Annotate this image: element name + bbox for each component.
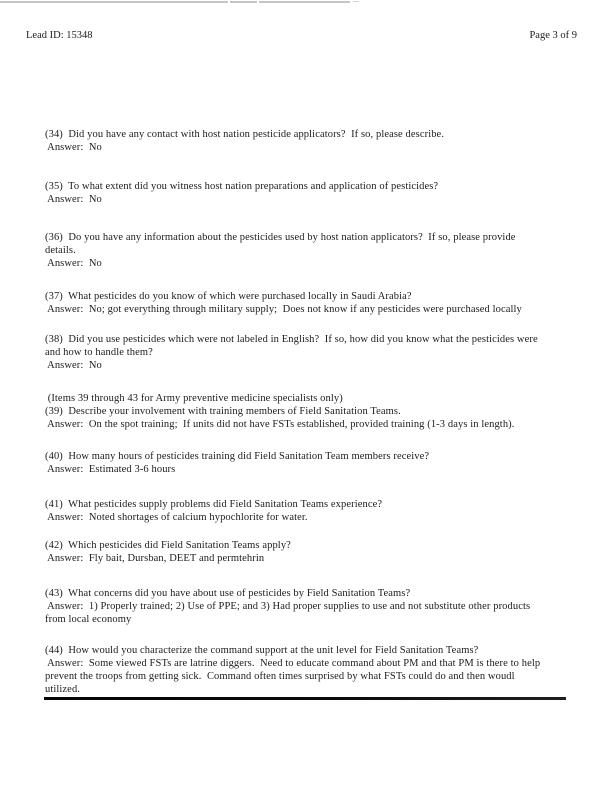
answer-42-line: Answer: Fly bait, Dursban, DEET and permtehrin xyxy=(45,553,265,564)
question-41-line: (41) What pesticides supply problems did Field Sanitation Teams experience? xyxy=(45,499,383,510)
qa-block-35 xyxy=(45,180,581,206)
question-39-line: (39) Describe your involvement with training members of Field Sanitation Teams. xyxy=(45,406,401,417)
question-35-line: (35) To what extent did you witness host nation preparations and application of pesticides? xyxy=(45,181,439,192)
page-number-label: Page 3 of 9 xyxy=(529,30,577,41)
answer-41-line: Answer: Noted shortages of calcium hypochlorite for water. xyxy=(45,512,308,523)
answer-34-line: Answer: No xyxy=(45,142,102,153)
question-38-line-1: (38) Did you use pesticides which were not labeled in English? If so, how did you know what the pesticides were xyxy=(45,334,538,345)
qa-block-39 xyxy=(45,392,581,431)
answer-38-line: Answer: No xyxy=(45,360,102,371)
question-34-line: (34) Did you have any contact with host nation pesticide applicators? If so, please describe. xyxy=(45,129,445,140)
scan-artifact-line xyxy=(230,1,257,3)
answer-44-line-3: utilized. xyxy=(45,684,81,695)
qa-block-41 xyxy=(45,498,581,524)
answer-44-line-1: Answer: Some viewed FSTs are latrine diggers. Need to educate command about PM and that PM is there to help xyxy=(45,658,541,669)
answer-44-line-2: prevent the troops from getting sick. Command often times surprised by what FSTs could do and then woudl xyxy=(45,671,515,682)
question-37-line: (37) What pesticides do you know of which were purchased locally in Saudi Arabia? xyxy=(45,291,412,302)
scan-artifact-line xyxy=(0,1,228,3)
answer-39-line: Answer: On the spot training; If units did not have FSTs established, provided training (1-3 days in length). xyxy=(45,419,515,430)
footer-rule xyxy=(44,697,566,700)
answer-36-line: Answer: No xyxy=(45,258,102,269)
qa-block-43 xyxy=(45,587,581,626)
qa-block-37 xyxy=(45,290,581,316)
answer-37-line: Answer: No; got everything through military supply; Does not know if any pesticides were purchased locally xyxy=(45,304,522,315)
question-42-line: (42) Which pesticides did Field Sanitation Teams apply? xyxy=(45,540,291,551)
question-38-line-2: and how to handle them? xyxy=(45,347,153,358)
question-43-line: (43) What concerns did you have about use of pesticides by Field Sanitation Teams? xyxy=(45,588,411,599)
question-36-line-1: (36) Do you have any information about the pesticides used by host nation applicators? If so, please provide xyxy=(45,232,516,243)
answer-40-line: Answer: Estimated 3-6 hours xyxy=(45,464,176,475)
qa-block-34 xyxy=(45,128,581,154)
scan-artifact-line xyxy=(353,1,359,2)
note-items-39-43: (Items 39 through 43 for Army preventive medicine specialists only) xyxy=(45,393,343,404)
answer-43-line-1: Answer: 1) Properly trained; 2) Use of PPE; and 3) Had proper supplies to use and not substitute other products xyxy=(45,601,531,612)
scan-artifact-line xyxy=(259,1,350,3)
question-40-line: (40) How many hours of pesticides training did Field Sanitation Team members receive? xyxy=(45,451,430,462)
qa-block-36 xyxy=(45,231,581,270)
answer-43-line-2: from local economy xyxy=(45,614,132,625)
lead-id-label: Lead ID: 15348 xyxy=(26,30,93,41)
answer-35-line: Answer: No xyxy=(45,194,102,205)
question-36-line-2: details. xyxy=(45,245,76,256)
qa-block-40 xyxy=(45,450,581,476)
qa-block-44 xyxy=(45,644,581,696)
qa-block-42 xyxy=(45,539,581,565)
qa-block-38 xyxy=(45,333,581,372)
question-44-line: (44) How would you characterize the command support at the unit level for Field Sanitation Teams? xyxy=(45,645,479,656)
